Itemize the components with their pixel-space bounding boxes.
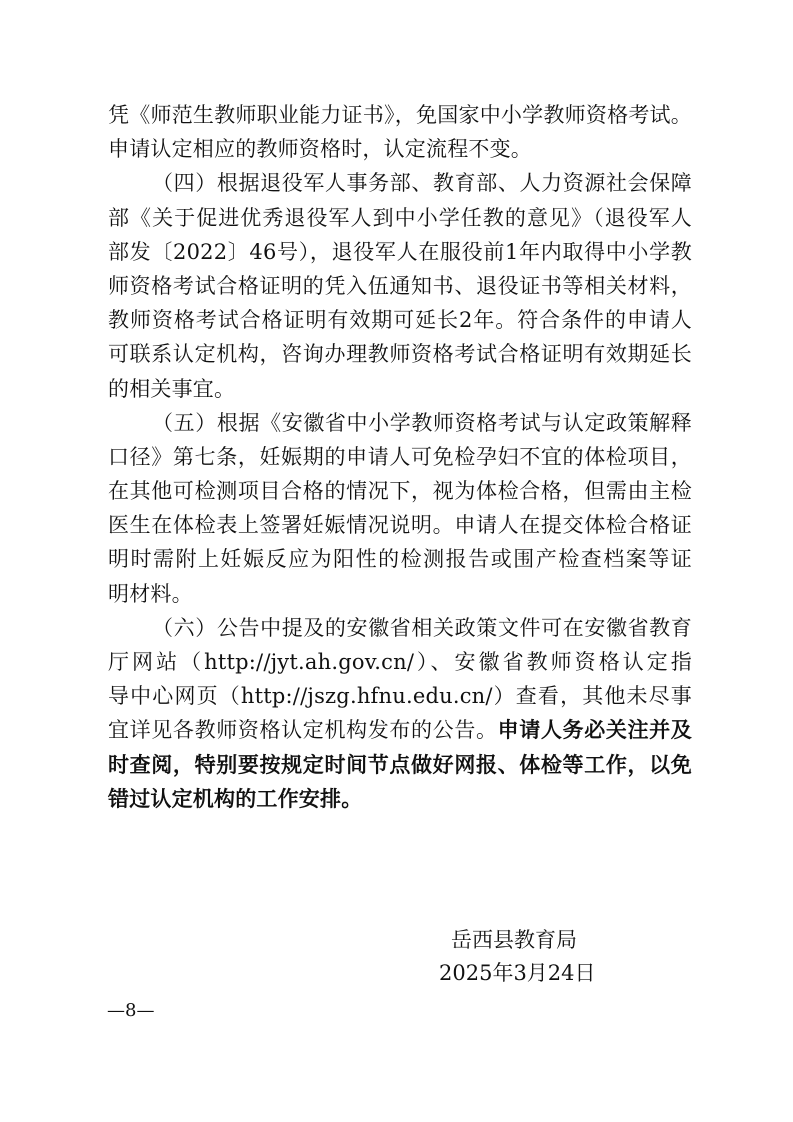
line-text: 明材料。	[108, 581, 193, 606]
emphasis-text: 申请人务必关注并及	[497, 717, 692, 743]
text-line	[108, 235, 692, 269]
signature-date: 2025年3月24日	[439, 961, 596, 985]
line-text: 申请认定相应的教师资格时，认定流程不变。	[108, 137, 532, 162]
text-line	[108, 713, 692, 747]
line-text: 部《关于促进优秀退役军人到中小学任教的意见》（退役军人	[108, 205, 692, 230]
line-text: 明时需附上妊娠反应为阳性的检测报告或围产检查档案等证	[108, 547, 692, 572]
line-text: 导中心网页（http://jszg.hfnu.edu.cn/）查看，其他未尽事	[108, 684, 692, 709]
line-text: （四）根据退役军人事务部、教育部、人力资源社会保障	[152, 171, 692, 196]
line-text: 部发〔2022〕46号），退役军人在服役前1年内取得中小学教	[108, 239, 692, 264]
text-line	[108, 542, 692, 576]
text-line	[108, 98, 692, 132]
text-line	[108, 748, 692, 782]
line-text: 可联系认定机构，咨询办理教师资格考试合格证明有效期延长	[108, 342, 692, 367]
line-text: 师资格考试合格证明的凭入伍通知书、退役证书等相关材料，	[108, 273, 692, 298]
line-text: 的相关事宜。	[108, 376, 236, 401]
text-line	[108, 166, 692, 200]
line-text: （六）公告中提及的安徽省相关政策文件可在安徽省教育	[152, 615, 692, 640]
line-text: 宜详见各教师资格认定机构发布的公告。	[108, 718, 498, 743]
document-body	[108, 98, 692, 816]
text-line	[108, 201, 692, 235]
text-line	[108, 782, 692, 816]
line-text: 厅网站（http://jyt.ah.gov.cn/）、安徽省教师资格认定指	[108, 650, 692, 674]
text-line	[108, 577, 692, 611]
text-line	[108, 132, 692, 166]
line-text: 医生在体检表上签署妊娠情况说明。申请人在提交体检合格证	[108, 513, 692, 538]
text-line	[108, 303, 692, 337]
paragraph-p5	[108, 406, 692, 611]
emphasis-text: 错过认定机构的工作安排。	[108, 785, 363, 811]
paragraph-p4	[108, 166, 692, 405]
signature-organization: 岳西县教育局	[451, 928, 577, 952]
text-line	[108, 611, 692, 645]
line-text: 在其他可检测项目合格的情况下，视为体检合格，但需由主检	[108, 479, 692, 504]
text-line	[108, 440, 692, 474]
line-text: 教师资格考试合格证明有效期可延长2年。符合条件的申请人	[108, 308, 692, 333]
paragraph-p6	[108, 611, 692, 816]
text-line	[108, 269, 692, 303]
emphasis-text: 时查阅，特别要按规定时间节点做好网报、体检等工作，以免	[108, 751, 692, 777]
line-text: （五）根据《安徽省中小学教师资格考试与认定政策解释	[152, 410, 692, 435]
text-line	[108, 406, 692, 440]
text-line	[108, 337, 692, 371]
text-line	[108, 679, 692, 713]
line-text: 凭《师范生教师职业能力证书》，免国家中小学教师资格考试。	[108, 103, 692, 127]
page-number: —8—	[107, 1000, 155, 1021]
text-line	[108, 372, 692, 406]
text-line	[108, 474, 692, 508]
text-line	[108, 508, 692, 542]
text-line	[108, 645, 692, 679]
line-text: 口径》第七条，妊娠期的申请人可免检孕妇不宜的体检项目，	[108, 444, 692, 469]
paragraph-cont	[108, 98, 692, 166]
